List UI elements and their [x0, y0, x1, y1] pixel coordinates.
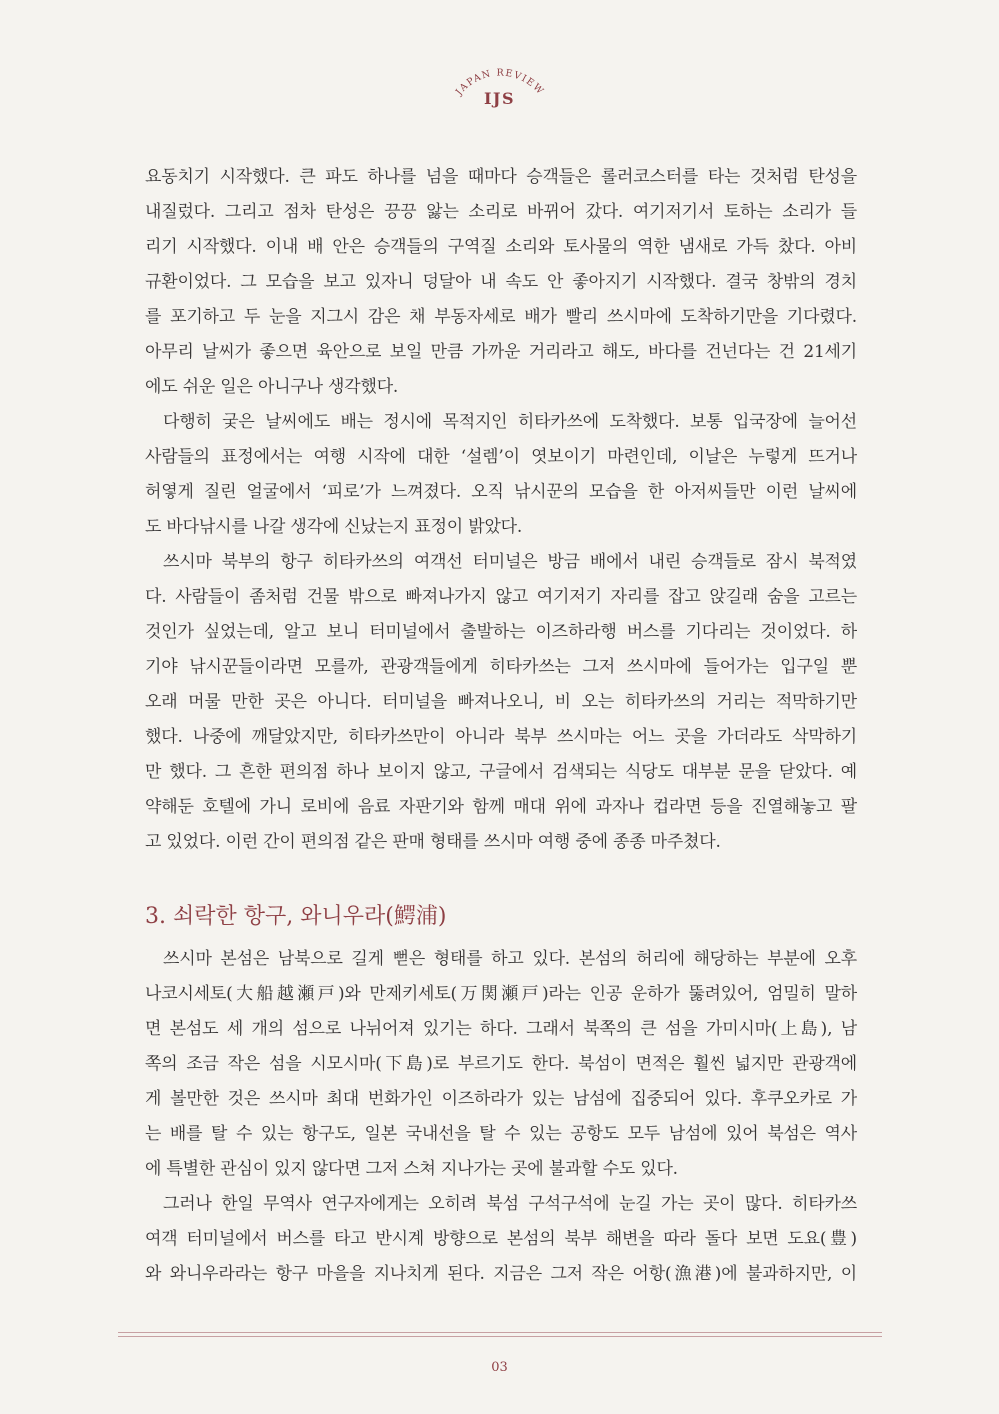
footer-rule-bottom: [118, 1336, 882, 1337]
paragraph: [145, 1187, 857, 1292]
body-text-line: 했다. 나중에 깨달았지만, 히타카쓰만이 아니라 북부 쓰시마는 어느 곳을 가더라도 삭막하기: [145, 727, 857, 747]
paragraph: [145, 160, 857, 405]
masthead-logo-mark: IJS: [483, 89, 516, 108]
body-text-line: 기야 낚시꾼들이라면 모를까, 관광객들에게 히타카쓰는 그저 쓰시마에 들어가는 입구일 뿐: [145, 657, 857, 677]
body-text-line: 고 있었다. 이런 간이 편의점 같은 판매 형태를 쓰시마 여행 중에 종종 마주쳤다.: [145, 832, 721, 852]
page-number: 03: [491, 1360, 508, 1375]
body-text-line: 내질렀다. 그리고 점차 탄성은 끙끙 앓는 소리로 바뀌어 갔다. 여기저기서 토하는 소리가 들: [145, 202, 857, 222]
body-text-line: 에도 쉬운 일은 아니구나 생각했다.: [145, 377, 399, 397]
body-text-line: 다. 사람들이 좀처럼 건물 밖으로 빠져나가지 않고 여기저기 자리를 잡고 앉길래 숨을 고르는: [145, 587, 857, 607]
paragraph: [145, 942, 857, 1187]
body-text-line: 쓰시마 북부의 항구 히타카쓰의 여객선 터미널은 방금 배에서 내린 승객들로 잠시 북적였: [163, 552, 857, 572]
paragraph: [145, 545, 857, 860]
body-text-line: 요동치기 시작했다. 큰 파도 하나를 넘을 때마다 승객들은 롤러코스터를 타는 것처럼 탄성을: [145, 167, 857, 187]
body-text-line: 나코시세토(大船越瀬戸)와 만제키세토(万関瀬戸)라는 인공 운하가 뚫려있어, 엄밀히 말하: [145, 984, 857, 1004]
body-text-line: 규환이었다. 그 모습을 보고 있자니 덩달아 내 속도 안 좋아지기 시작했다. 결국 창밖의 경치: [145, 272, 857, 292]
body-text-line: 게 볼만한 것은 쓰시마 최대 번화가인 이즈하라가 있는 남섬에 집중되어 있다. 후쿠오카로 가: [145, 1089, 857, 1109]
paragraph: [145, 405, 857, 545]
body-text-line: 허옇게 질린 얼굴에서 ‘피로’가 느껴졌다. 오직 낚시꾼의 모습을 한 아저씨들만 이런 날씨에: [145, 482, 857, 502]
body-text-line: 쪽의 조금 작은 섬을 시모시마(下島)로 부르기도 한다. 북섬이 면적은 훨씬 넓지만 관광객에: [145, 1054, 857, 1074]
body-text-line: 를 포기하고 두 눈을 지그시 감은 채 부동자세로 배가 빨리 쓰시마에 도착하기만을 기다렸다.: [145, 307, 857, 327]
article-body-lower: [145, 942, 857, 1292]
body-text-line: 아무리 날씨가 좋으면 육안으로 보일 만큼 가까운 거리라고 해도, 바다를 건넌다는 건 21세기: [145, 342, 857, 362]
body-text-line: 만 했다. 그 흔한 편의점 하나 보이지 않고, 구글에서 검색되는 식당도 대부분 문을 닫았다. 예: [145, 762, 857, 782]
body-text-line: 는 배를 탈 수 있는 항구도, 일본 국내선을 탈 수 있는 공항도 모두 남섬에 있어 북섬은 역사: [145, 1124, 857, 1144]
body-text-line: 사람들의 표정에서는 여행 시작에 대한 ‘설렘’이 엿보이기 마련인데, 이날은 누렇게 뜨거나: [145, 447, 857, 467]
body-text-line: 오래 머물 만한 곳은 아니다. 터미널을 빠져나오니, 비 오는 히타카쓰의 거리는 적막하기만: [145, 692, 857, 712]
body-text-line: 리기 시작했다. 이내 배 안은 승객들의 구역질 소리와 토사물의 역한 냄새로 가득 찼다. 아비: [145, 237, 857, 257]
body-text-line: 다행히 궂은 날씨에도 배는 정시에 목적지인 히타카쓰에 도착했다. 보통 입국장에 늘어선: [163, 412, 857, 432]
section-heading: 3. 쇠락한 항구, 와니우라(鰐浦): [145, 904, 447, 929]
masthead-arc-label: JAPAN REVIEW: [453, 67, 547, 98]
body-text-line: 면 본섬도 세 개의 섬으로 나뉘어져 있기는 하다. 그래서 북쪽의 큰 섬을 가미시마(上島), 남: [145, 1019, 857, 1039]
body-text-line: 에 특별한 관심이 있지 않다면 그저 스쳐 지나가는 곳에 불과할 수도 있다.: [145, 1159, 678, 1179]
article-body-upper: [145, 160, 857, 860]
body-text-line: 그러나 한일 무역사 연구자에게는 오히려 북섬 구석구석에 눈길 가는 곳이 많다. 히타카쓰: [163, 1194, 857, 1214]
body-text-line: 것인가 싶었는데, 알고 보니 터미널에서 출발하는 이즈하라행 버스를 기다리는 것이었다. 하: [145, 622, 857, 642]
footer-rule-top: [118, 1332, 882, 1333]
body-text-line: 도 바다낚시를 나갈 생각에 신났는지 표정이 밝았다.: [145, 517, 523, 537]
body-text-line: 쓰시마 본섬은 남북으로 길게 뻗은 형태를 하고 있다. 본섬의 허리에 해당하는 부분에 오후: [163, 949, 857, 969]
body-text-line: 약해둔 호텔에 가니 로비에 음료 자판기와 함께 매대 위에 과자나 컵라면 등을 진열해놓고 팔: [145, 797, 857, 817]
body-text-line: 여객 터미널에서 버스를 타고 반시계 방향으로 본섬의 북부 해변을 따라 돌다 보면 도요(豊): [145, 1229, 857, 1249]
body-text-line: 와 와니우라라는 항구 마을을 지나치게 된다. 지금은 그저 작은 어항(漁港)에 불과하지만, 이: [145, 1264, 857, 1284]
